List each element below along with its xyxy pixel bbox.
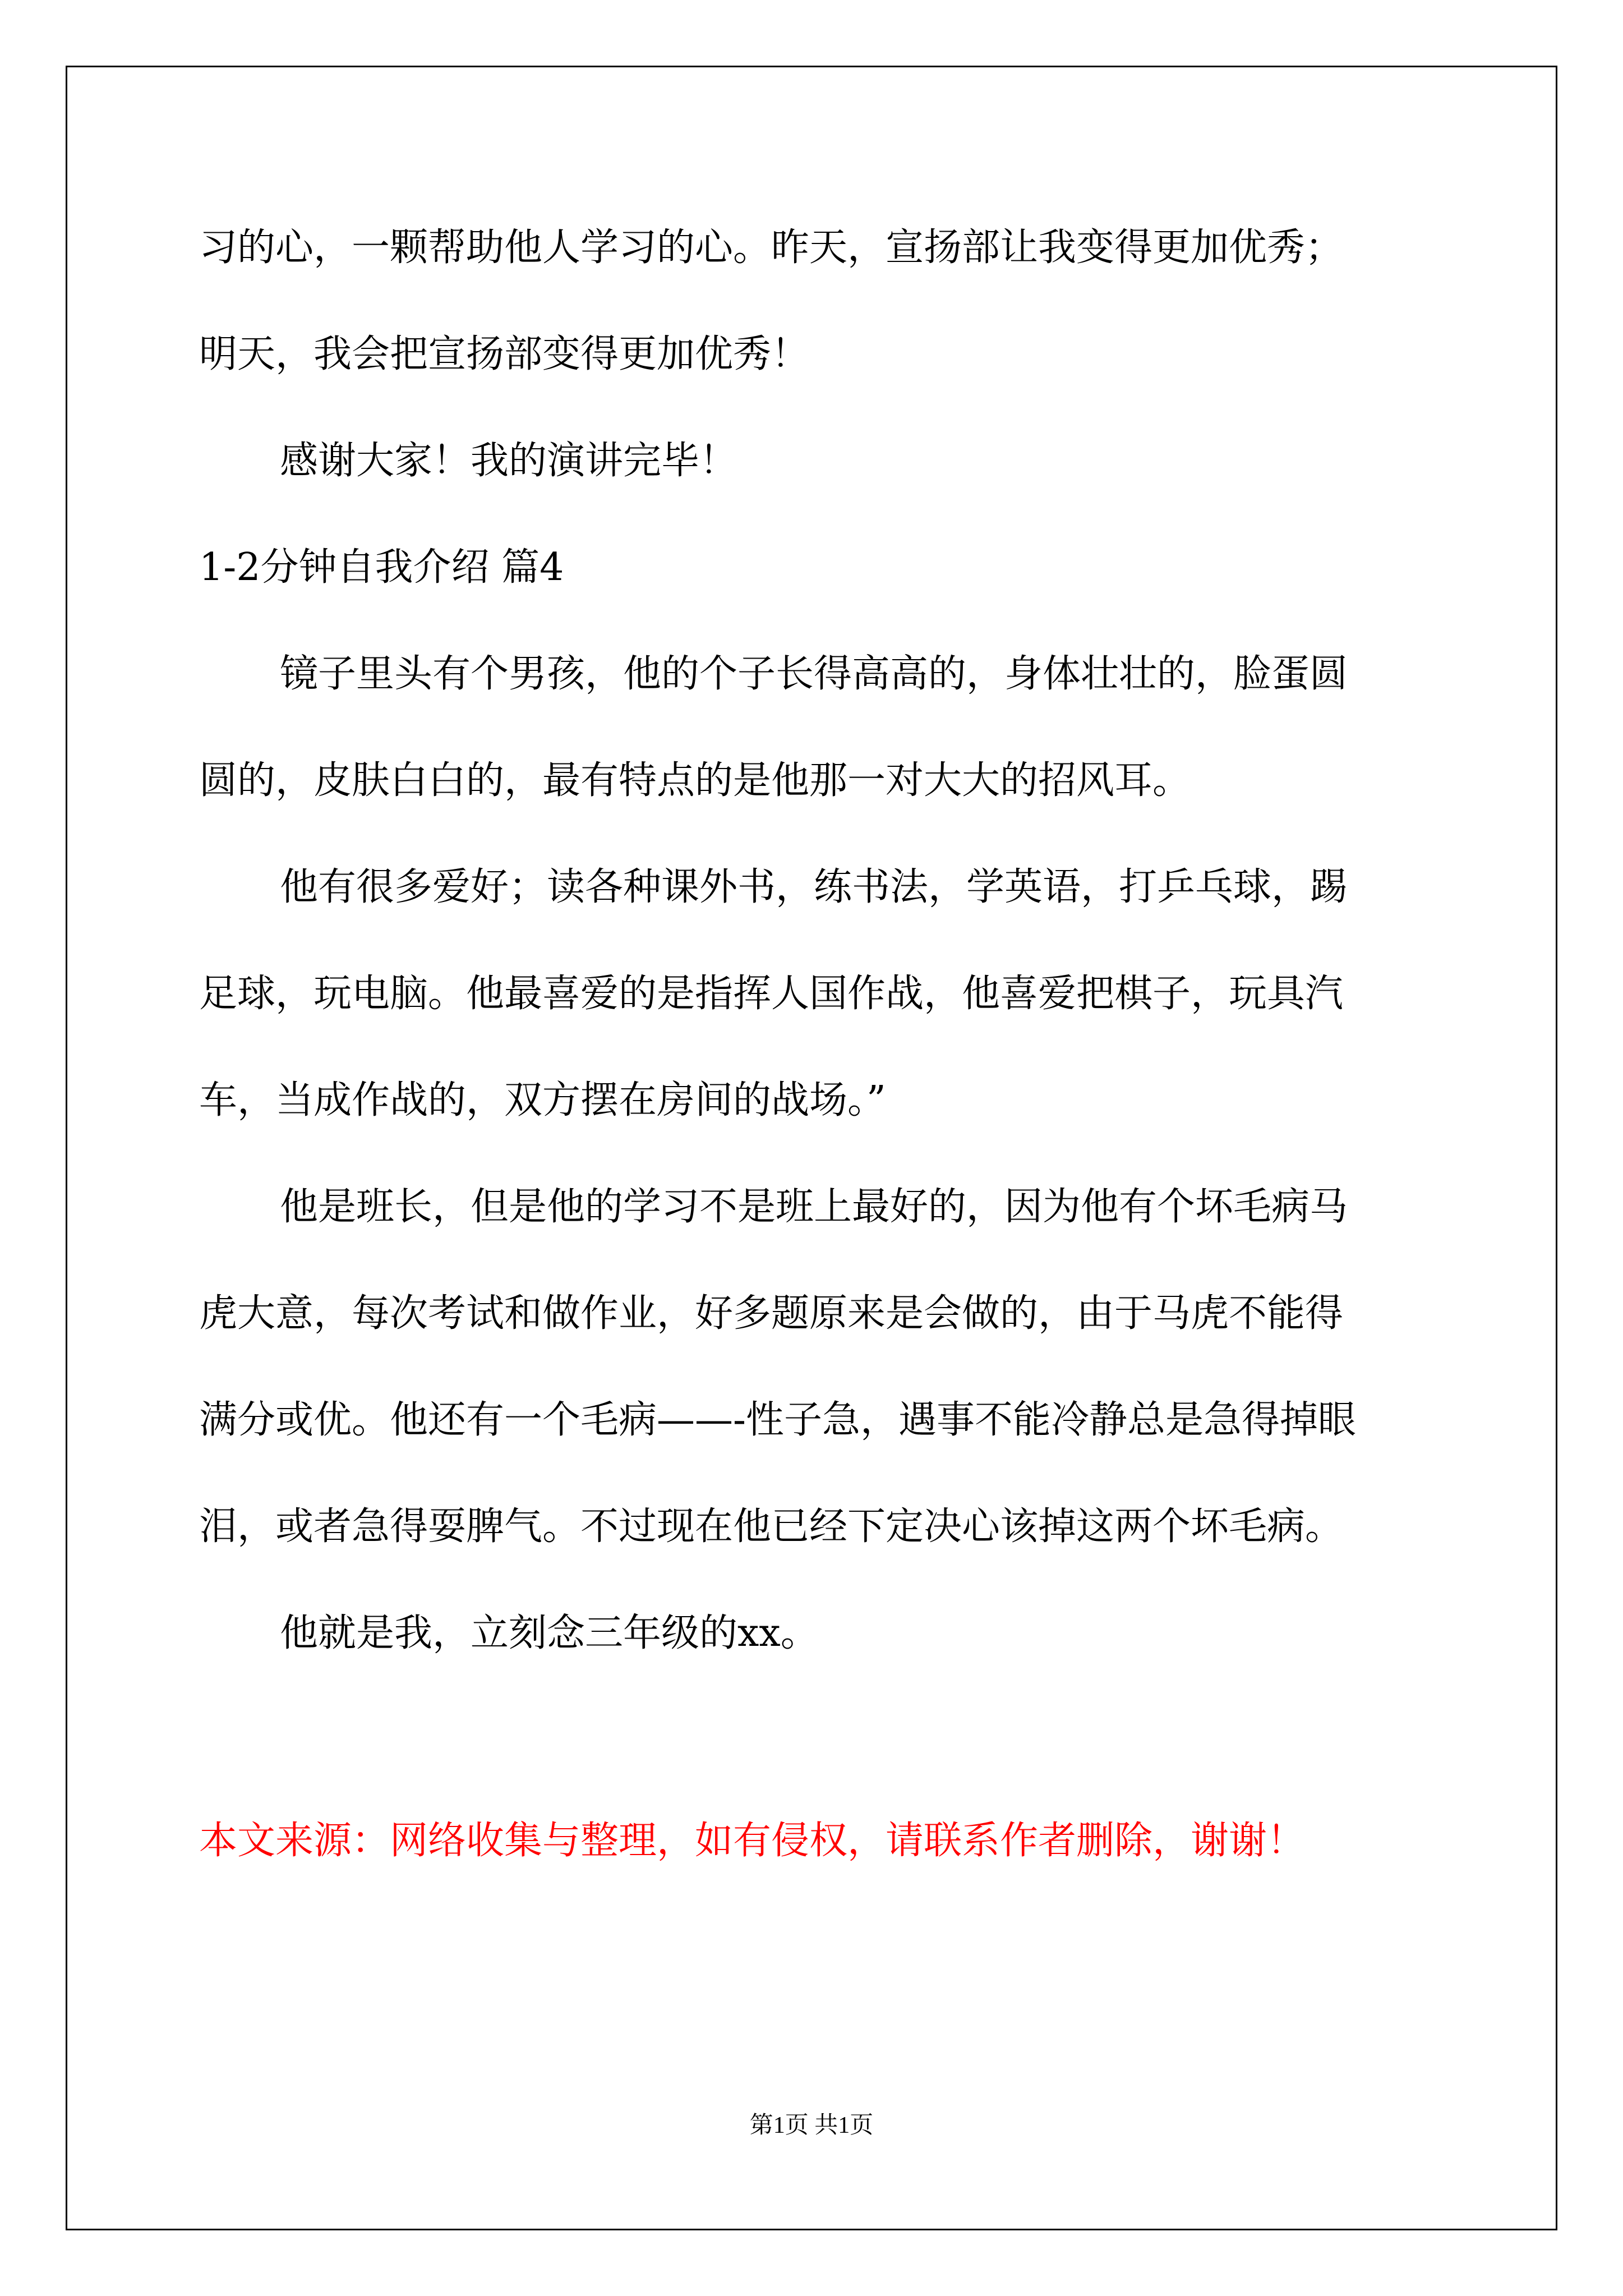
page-border: [66, 66, 1557, 2230]
section-heading: 1-2分钟自我介绍 篇4: [199, 545, 564, 590]
body-line: 车，当成作战的，双方摆在房间的战场。”: [199, 1078, 886, 1122]
body-line: 明天，我会把宣扬部变得更加优秀！: [199, 332, 810, 376]
body-line: 足球，玩电脑。他最喜爱的是指挥人国作战，他喜爱把棋子，玩具汽: [199, 972, 1344, 1016]
body-line: 他有很多爱好；读各种课外书，练书法，学英语，打乒乓球，踢: [280, 865, 1348, 909]
page-number-footer: 第1页 共1页: [749, 2113, 874, 2138]
body-line: 圆的，皮肤白白的，最有特点的是他那一对大大的招风耳。: [199, 758, 1191, 803]
body-line: 习的心，一颗帮助他人学习的心。昨天，宣扬部让我变得更加优秀；: [199, 226, 1344, 270]
body-line: 满分或优。他还有一个毛病——-性子急，遇事不能冷静总是急得掉眼: [199, 1398, 1356, 1442]
source-note: 本文来源：网络收集与整理，如有侵权，请联系作者删除，谢谢！: [199, 1819, 1306, 1863]
body-line: 他是班长，但是他的学习不是班上最好的，因为他有个坏毛病马: [280, 1185, 1348, 1229]
body-line: 感谢大家！我的演讲完毕！: [280, 439, 738, 483]
body-line: 泪，或者急得耍脾气。不过现在他已经下定决心该掉这两个坏毛病。: [199, 1504, 1344, 1549]
body-line: 他就是我，立刻念三年级的xx。: [280, 1611, 819, 1655]
body-line: 虎大意，每次考试和做作业，好多题原来是会做的，由于马虎不能得: [199, 1291, 1344, 1336]
body-line: 镜子里头有个男孩，他的个子长得高高的，身体壮壮的，脸蛋圆: [280, 652, 1348, 696]
